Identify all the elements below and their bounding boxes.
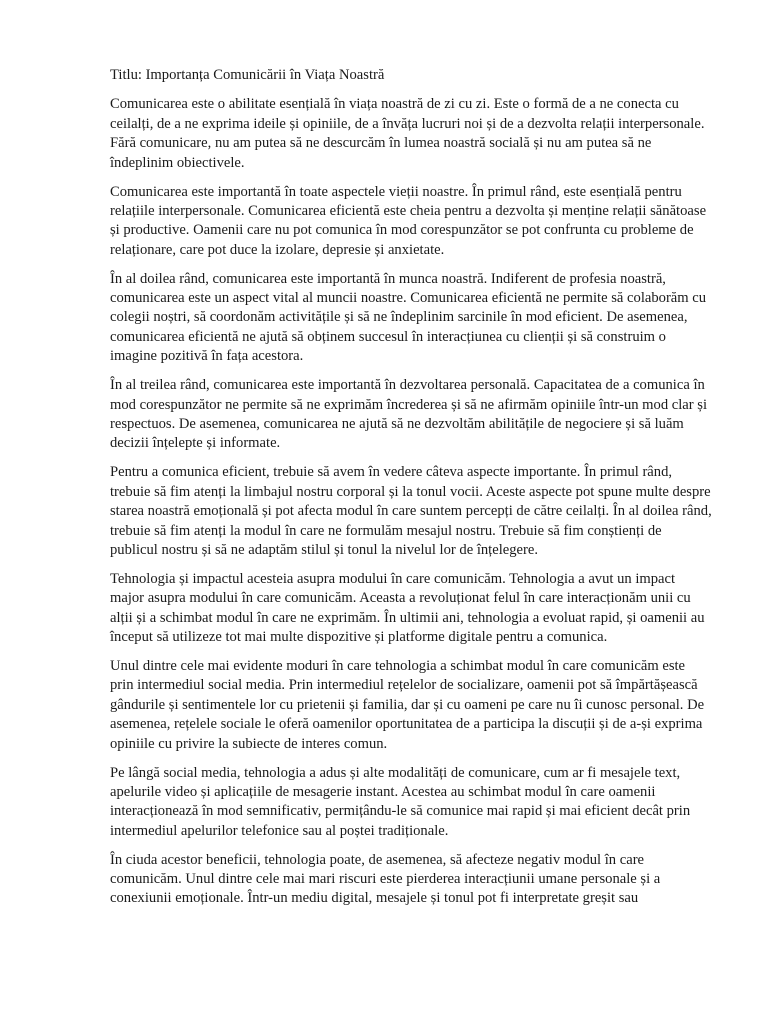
- paragraph-7: Unul dintre cele mai evidente moduri în care tehnologia a schimbat modul în care comunicăm este prin intermediul social media. Prin intermediul rețelelor de socializare, oamenii pot să împărtășească gândurile și sentimentele lor cu prietenii și familia, dar și cu oameni pe care nu îi cunosc personal. De asemenea, rețelele sociale le oferă oamenilor oportunitatea de a participa la discuții și de a-și exprima opiniile cu privire la subiecte de interes comun.: [110, 657, 705, 752]
- document-title: Titlu: Importanța Comunicării în Viața Noastră: [110, 67, 385, 83]
- paragraph-8: Pe lângă social media, tehnologia a adus și alte modalități de comunicare, cum ar fi mesajele text, apelurile video și aplicațiile de mesagerie instant. Acestea au schimbat modul în care oamenii interacționează în mod semnificativ, permițându-le să comunice mai rapid și mai eficient decât prin intermediul apelurilor telefonice sau al poștei tradiționale.: [110, 764, 691, 839]
- paragraph-1: Comunicarea este o abilitate esențială în viața noastră de zi cu zi. Este o formă de a ne conecta cu ceilalți, de a ne exprima ideile și opiniile, de a învăța lucruri noi și de a dezvolta relații interpersonale. Fără comunicare, nu am putea să ne descurcăm în lumea noastră socială și nu am putea să ne îndeplinim obiectivele.: [110, 96, 705, 171]
- paragraph-9: În ciuda acestor beneficii, tehnologia poate, de asemenea, să afecteze negativ modul în care comunicăm. Unul dintre cele mai mari riscuri este pierderea interacțiunii umane personale și a conexiunii emoționale. Într-un mediu digital, mesajele și tonul pot fi interpretate greșit sau: [110, 851, 661, 907]
- paragraph-2: Comunicarea este importantă în toate aspectele vieții noastre. În primul rând, este esențială pentru relațiile interpersonale. Comunicarea eficientă este cheia pentru a dezvolta și menține relații sănătoase și productive. Oamenii care nu pot comunica în mod corespunzător se pot confrunta cu probleme de relaționare, care pot duce la izolare, depresie și anxietate.: [110, 183, 707, 258]
- paragraph-4: În al treilea rând, comunicarea este importantă în dezvoltarea personală. Capacitatea de a comunica în mod corespunzător ne permite să ne exprimăm încrederea și să ne afirmăm opiniile într-un mod clar și respectuos. De asemenea, comunicarea ne ajută să ne dezvoltăm abilitățile de negociere și să luăm decizii înțelepte și informate.: [110, 377, 708, 452]
- document-page: [110, 66, 712, 918]
- paragraph-3: În al doilea rând, comunicarea este importantă în munca noastră. Indiferent de profesia noastră, comunicarea este un aspect vital al muncii noastre. Comunicarea eficientă ne permite să colaborăm cu colegii noștri, să coordonăm activitățile și să ne îndeplinim sarcinile în mod eficient. De asemenea, comunicarea eficientă ne ajută să obținem succesul în interacțiunea cu clienții și să construim o imagine pozitivă în fața acestora.: [110, 270, 707, 365]
- paragraph-6: Tehnologia și impactul acesteia asupra modului în care comunicăm. Tehnologia a avut un impact major asupra modului în care comunicăm. Aceasta a revoluționat felul în care interacționăm unii cu alții și a schimbat modul în care ne exprimăm. În ultimii ani, tehnologia a evoluat rapid, și oamenii au început să utilizeze tot mai multe dispozitive și platforme digitale pentru a comunica.: [110, 570, 705, 646]
- paragraph-5: Pentru a comunica eficient, trebuie să avem în vedere câteva aspecte importante. În primul rând, trebuie să fim atenți la limbajul nostru corporal și la tonul vocii. Aceste aspecte pot spune multe despre starea noastră emoțională și pot afecta modul în care suntem percepți de către ceilalți. În al doilea rând, trebuie să fim atenți la modul în care ne formulăm mesajul nostru. Trebuie să fim conștienți de publicul nostru și să ne adaptăm stilul și tonul la nivelul lor de înțelegere.: [110, 464, 712, 558]
